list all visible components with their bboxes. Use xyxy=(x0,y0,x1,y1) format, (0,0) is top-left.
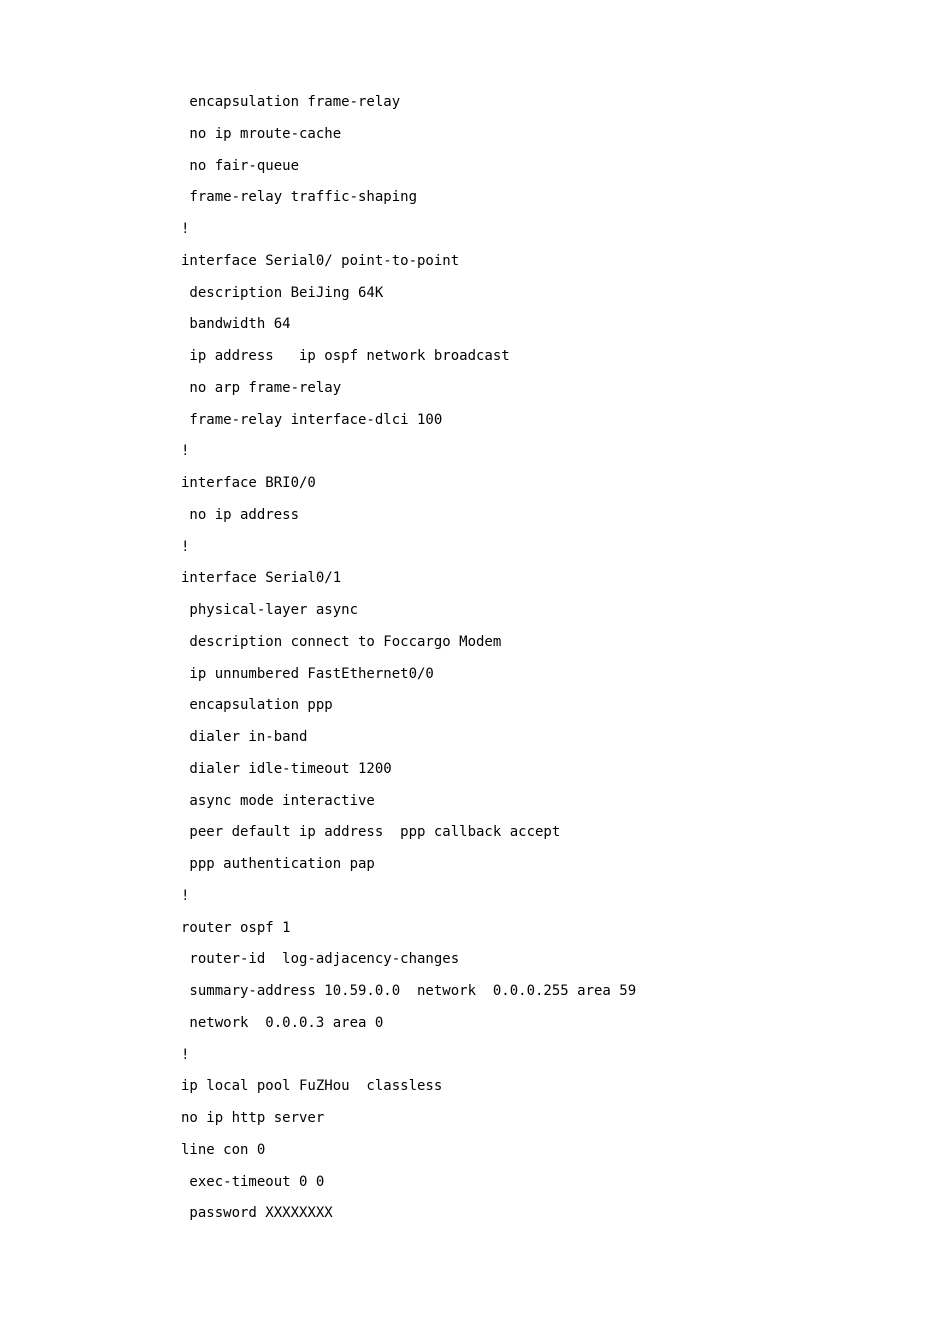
config-line: ! xyxy=(181,887,190,904)
config-line: ppp authentication pap xyxy=(181,856,375,872)
config-line: no ip http server xyxy=(181,1110,325,1126)
config-line: no ip address xyxy=(181,506,300,523)
router-config-listing xyxy=(181,90,636,1233)
config-line: no ip mroute-cache xyxy=(181,125,342,142)
config-line: frame-relay traffic-shaping xyxy=(181,189,418,206)
config-line: ! xyxy=(181,538,190,555)
config-line: dialer in-band xyxy=(181,729,308,745)
config-line: line con 0 xyxy=(181,1141,266,1158)
config-line: no arp frame-relay xyxy=(181,379,342,396)
config-line: router-id log-adjacency-changes xyxy=(181,951,460,968)
config-line: router ospf 1 xyxy=(181,919,291,936)
config-line: async mode interactive xyxy=(181,792,375,809)
config-line: peer default ip address ppp callback accept xyxy=(181,824,561,841)
config-line: encapsulation ppp xyxy=(181,697,333,714)
config-line: frame-relay interface-dlci 100 xyxy=(181,411,443,428)
config-line: password XXXXXXXX xyxy=(181,1205,333,1222)
config-line: bandwidth 64 xyxy=(181,316,291,333)
config-line: ip local pool FuZHou classless xyxy=(181,1078,443,1095)
config-line: description connect to Foccargo Modem xyxy=(181,633,502,650)
config-line: interface Serial0/1 xyxy=(181,570,342,587)
config-line: interface Serial0/ point-to-point xyxy=(181,252,460,269)
config-line: ! xyxy=(181,221,190,237)
config-line: encapsulation frame-relay xyxy=(181,94,401,110)
config-line: ip address ip ospf network broadcast xyxy=(181,348,510,364)
config-line: physical-layer async xyxy=(181,602,359,618)
config-line: no fair-queue xyxy=(181,157,300,174)
config-line: description BeiJing 64K xyxy=(181,284,384,301)
config-line: exec-timeout 0 0 xyxy=(181,1173,325,1190)
config-line: ! xyxy=(181,1046,190,1063)
config-line: network 0.0.0.3 area 0 xyxy=(181,1014,384,1031)
config-line: summary-address 10.59.0.0 network 0.0.0.255 area 59 xyxy=(181,983,637,999)
config-line: interface BRI0/0 xyxy=(181,475,316,491)
config-line: ! xyxy=(181,443,190,460)
config-line: dialer idle-timeout 1200 xyxy=(181,760,392,777)
config-line: ip unnumbered FastEthernet0/0 xyxy=(181,665,434,682)
